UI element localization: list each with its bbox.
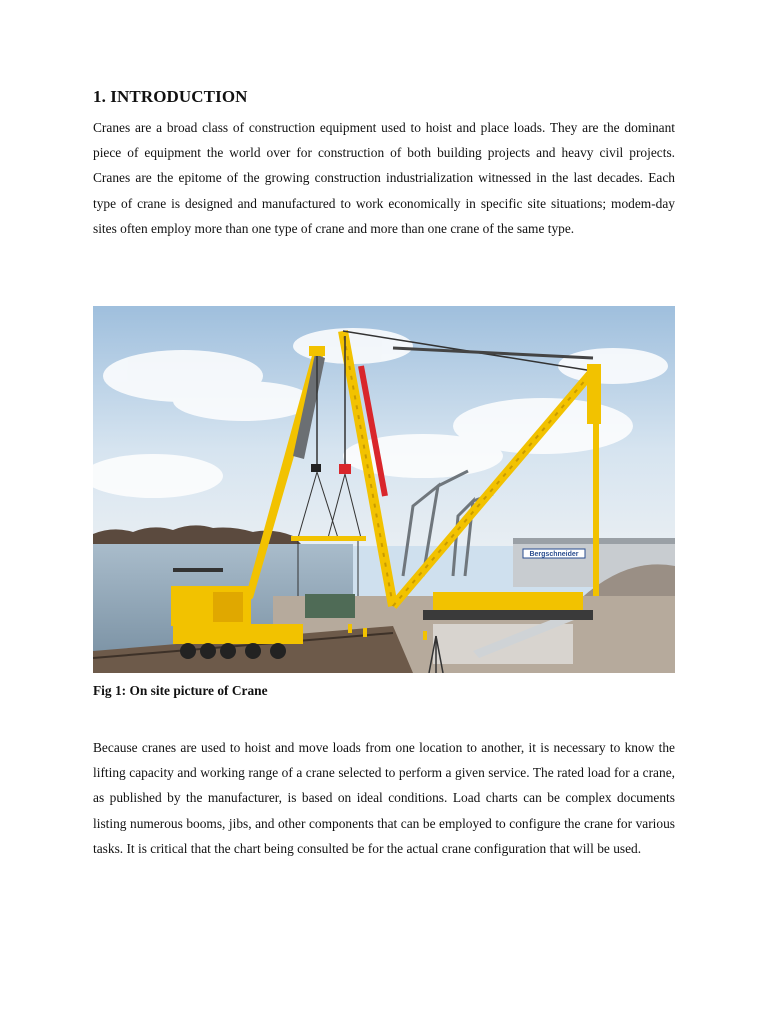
section-heading: 1. INTRODUCTION xyxy=(93,87,248,106)
intro-paragraph: Cranes are a broad class of construction equipment used to hoist and place loads. They are the dominant piece of equipment the world over for construction of both building projects and heavy civil projects. Cranes are the epitome of the growing construction industrialization witnessed in the last decades. Each type of crane is designed and manufactured to work economically in specific site situations; modem-day sites often employ more than one type of crane and more than one crane of the same type. xyxy=(93,120,675,236)
body-paragraph: Because cranes are used to hoist and move loads from one location to another, it is necessary to know the lifting capacity and working range of a crane selected to perform a given service. The rated load for a crane, as published by the manufacturer, is based on ideal conditions. Load charts can be complex documents listing numerous booms, jibs, and other components that can be employed to configure the crane for various tasks. It is critical that the chart being consulted be for the actual crane configuration that will be used. xyxy=(93,740,675,856)
distant-barge xyxy=(173,568,223,572)
crane-photo xyxy=(93,306,675,673)
figure-caption: Fig 1: On site picture of Crane xyxy=(93,683,268,698)
warehouse-sign: Bergschneider xyxy=(529,551,579,558)
